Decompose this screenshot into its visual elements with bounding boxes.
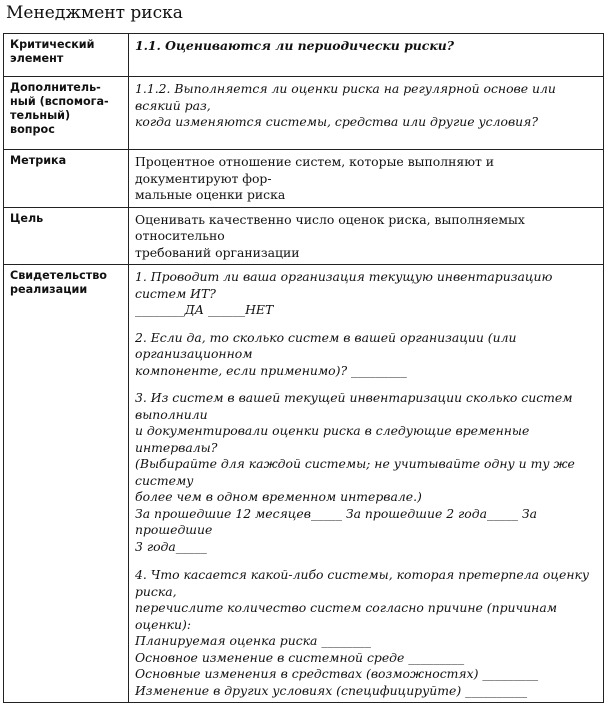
page-title: Менеджмент риска [6,3,183,23]
label-line: вопрос [10,123,55,136]
text-line: За прошедшие 12 месяцев_____ За прошедшие 2 года_____ За прошедшие [135,505,538,537]
text-line: Изменение в других условиях (специфицируйте) __________ [135,682,528,698]
value-additional-question [129,77,604,150]
value-critical-element [129,34,604,77]
text-line: Оценивать качественно число оценок риска, выполняемых относительно [135,211,525,243]
table-row-additional [4,77,604,150]
risk-management-table [3,33,604,703]
text-line: ________ДА ______НЕТ [135,302,274,317]
value-metric [129,150,604,208]
text-line: 4. Что касается какой-либо системы, которая претерпела оценку риска, [135,567,590,599]
question-1 [135,269,597,319]
table-row-metric [4,150,604,208]
text-line: 3 года_____ [135,538,207,554]
text-line: 3. Из систем в вашей текущей инвентаризации сколько систем выполнили [135,390,573,422]
text-line: 1. Проводит ли ваша организация текущую инвентаризацию систем ИТ? [135,269,553,301]
question-4 [135,567,597,699]
label-line: Свидетельство [10,269,107,282]
label-metric: Метрика [4,150,129,208]
text-line: Процентное отношение систем, которые выполняют и документируют фор- [135,154,495,186]
label-critical-element [4,34,129,77]
label-line: тельный) [10,109,71,122]
question-2 [135,330,597,380]
text-line: Основные изменения в средствах (возможностях) _________ [135,666,539,681]
label-line: элемент [10,52,64,65]
text-line: 1.1.2. Выполняется ли оценки риска на регулярной основе или всякий раз, [135,81,556,113]
value-evidence [129,265,604,703]
label-line: Дополнитель- [10,81,101,94]
text-line: перечислите количество систем согласно причине (причинам оценки): [135,600,558,632]
table-row-goal [4,207,604,265]
text-line: 2. Если да, то сколько систем в вашей организации (или организационном [135,329,517,361]
label-line: реализации [10,283,88,296]
critical-question: 1.1. Оцениваются ли периодически риски? [135,38,454,53]
label-goal: Цель [4,207,129,265]
table-row-evidence [4,265,604,703]
text-line: и документировали оценки риска в следующие временные интервалы? [135,423,530,455]
text-line: более чем в одном временном интервале.) [135,489,422,504]
text-line: Основное изменение в системной среде _________ [135,649,465,665]
question-3 [135,390,597,555]
text-line: компоненте, если применимо)? _________ [135,362,407,378]
text-line: (Выбирайте для каждой системы; не учитывайте одну и ту же систему [135,456,575,488]
table-row-critical [4,34,604,77]
text-line: когда изменяются системы, средства или другие условия? [135,114,539,129]
label-line: Критический [10,38,95,51]
label-evidence [4,265,129,703]
text-line: мальные оценки риска [135,187,286,202]
label-line: ный (вспомога- [10,95,109,108]
label-additional-question [4,77,129,150]
text-line: требований организации [135,244,300,260]
text-line: Планируемая оценка риска ________ [135,633,371,648]
value-goal [129,207,604,265]
